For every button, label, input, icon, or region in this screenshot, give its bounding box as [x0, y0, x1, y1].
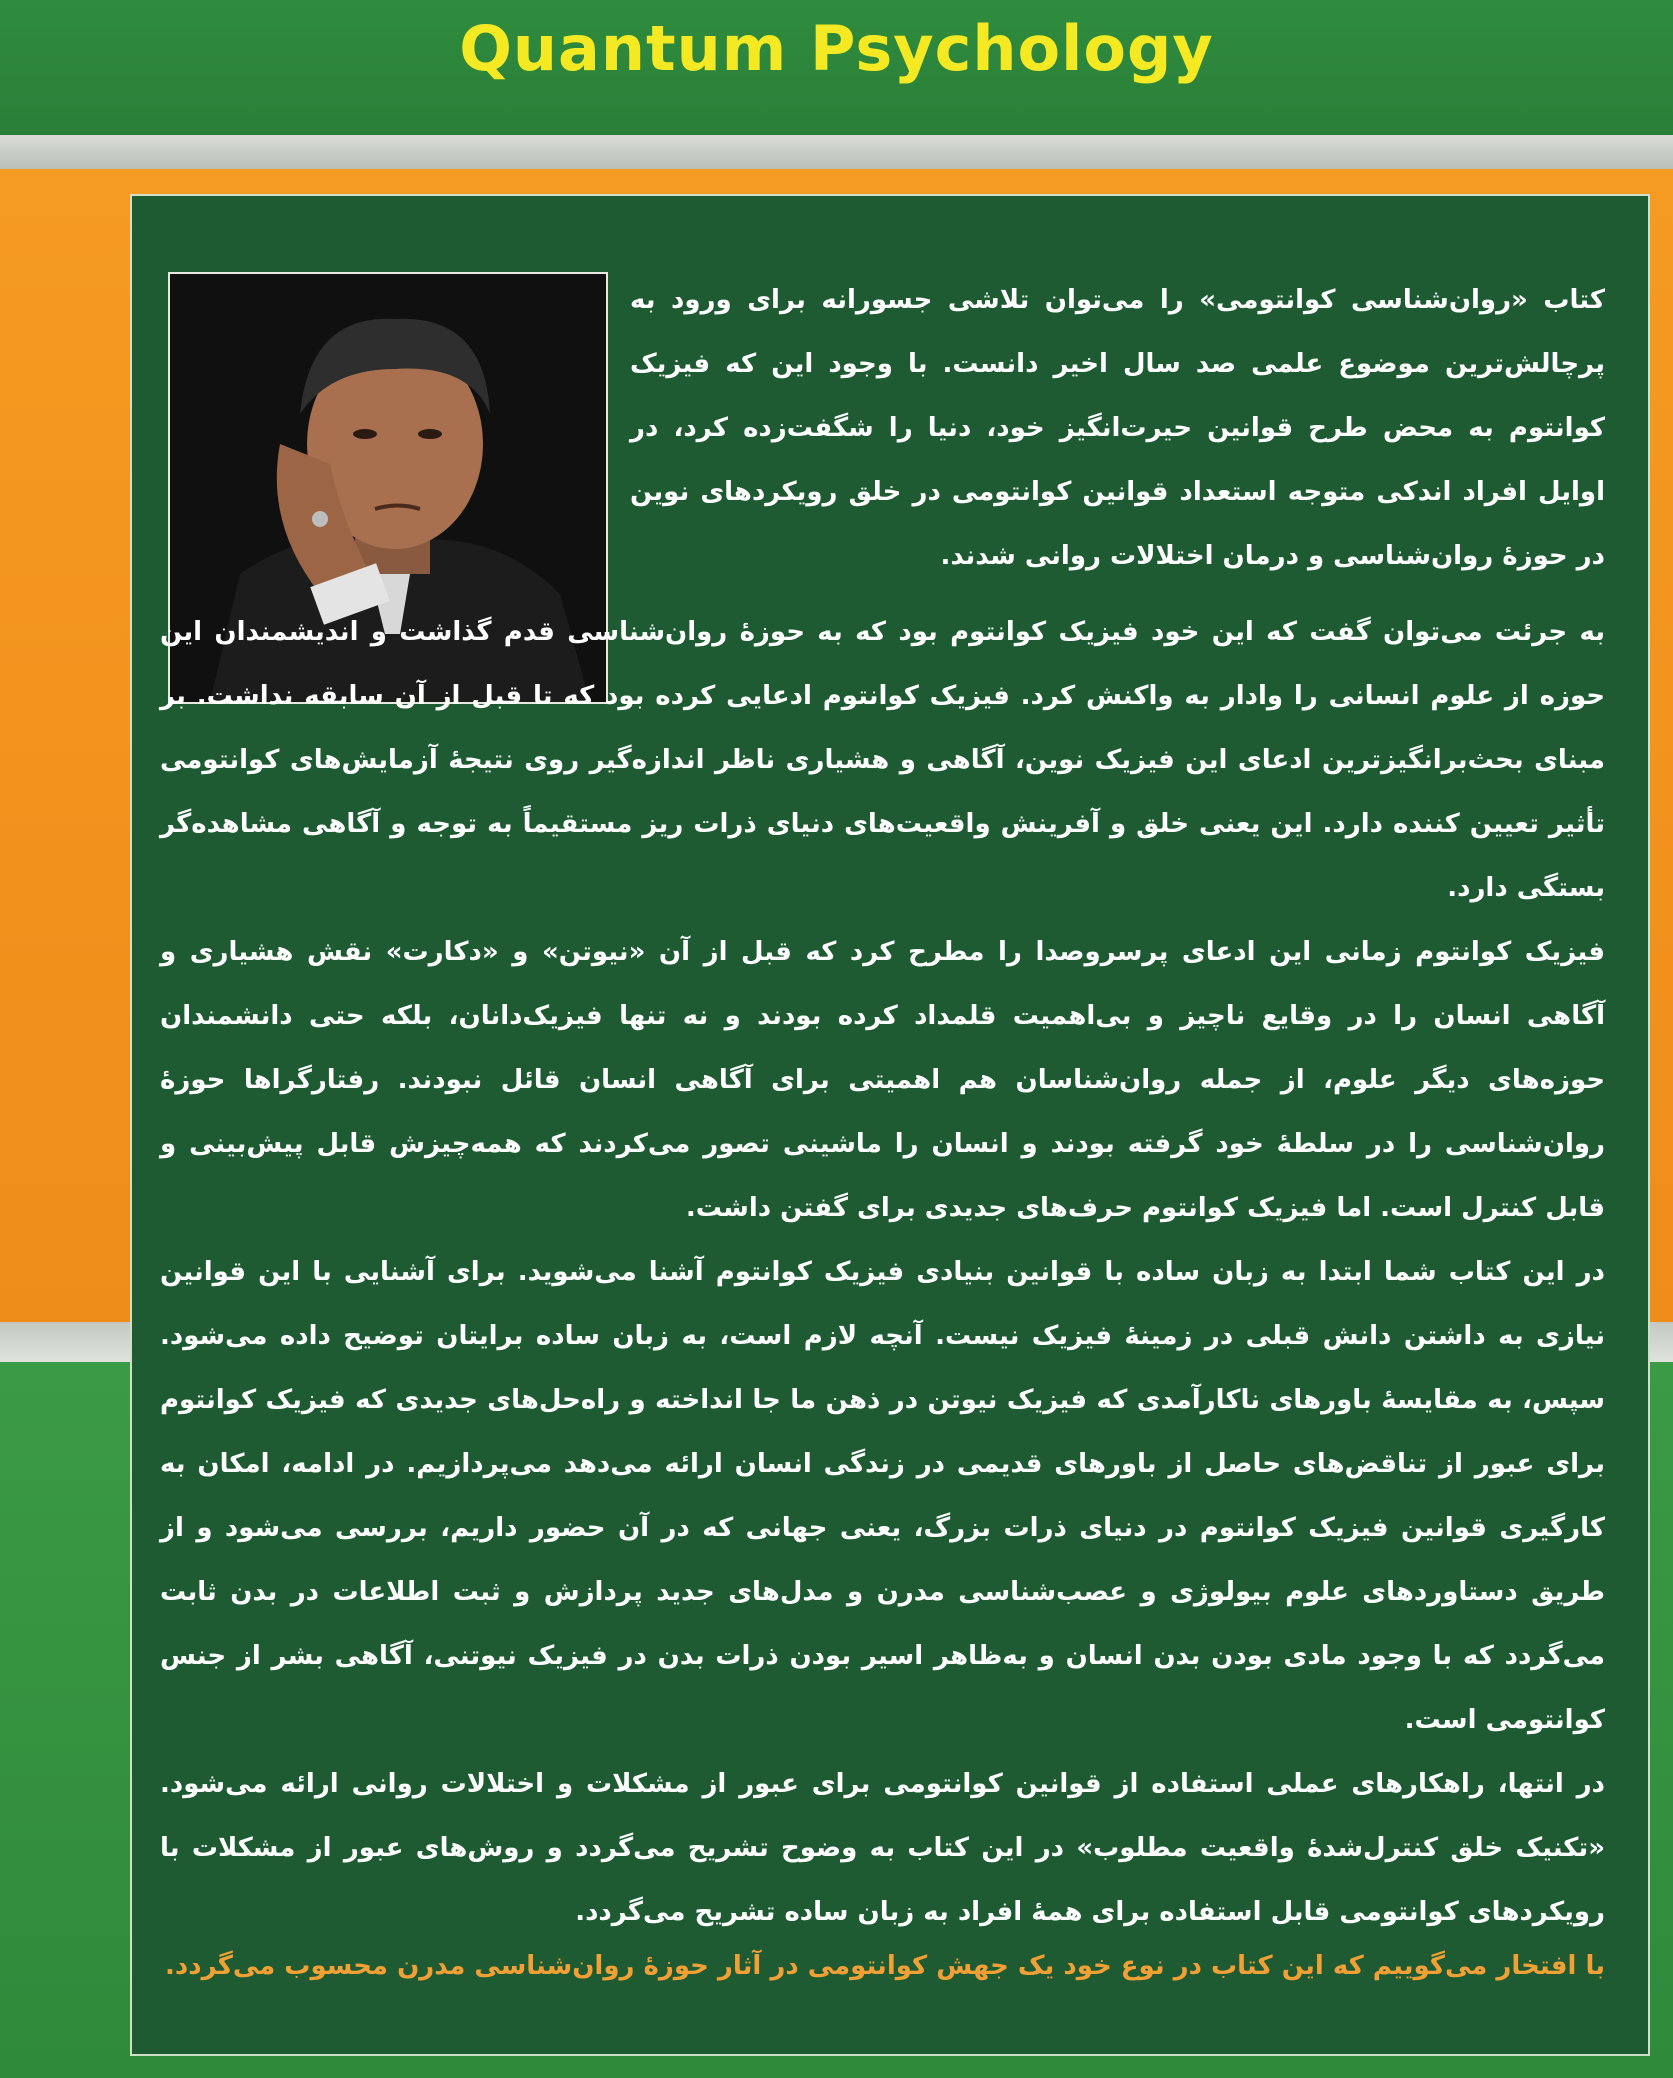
top-gray-stripe: [0, 135, 1673, 169]
paragraph-3: فیزیک کوانتوم زمانی این ادعای پرسروصدا را مطرح کرد که قبل از آن «نیوتن» و «دکارت» نقش هشیاری و آگاهی انسان را در وقایع ناچیز و بی‌اهمیت قلمداد کرده بودند و نه تنها فیزیک‌دانان، بلکه حتی دانشمندان حوزه‌های دیگر علوم، از جمله روان‌شناسان هم اهمیتی برای آگاهی انسان قائل نبودند. رفتارگراها حوزهٔ روان‌شناسی را در سلطهٔ خود گرفته بودند و انسان را ماشینی تصور می‌کردند که همه‌چیزش قابل پیش‌بینی و قابل کنترل است. اما فیزیک کوانتوم حرف‌های جدیدی برای گفتن داشت.: [160, 937, 1605, 1223]
paragraph-2: به جرئت می‌توان گفت که این خود فیزیک کوانتوم بود که به حوزهٔ روان‌شناسی قدم گذاشت و اندیشمندان این حوزه از علوم انسانی را وادار به واکنش کرد. فیزیک کوانتوم ادعایی کرده بود که تا قبل از آن سابقه نداشت. بر مبنای بحث‌برانگیزترین ادعای این فیزیک نوین، آگاهی و هشیاری ناظر اندازه‌گیر روی نتیجهٔ آزمایش‌های کوانتومی تأثیر تعیین کننده دارد. این یعنی خلق و آفرینش واقعیت‌های دنیای ذرات ریز مستقیماً به توجه و آگاهی مشاهده‌گر بستگی دارد.: [160, 617, 1605, 903]
intro-paragraph: [630, 268, 1605, 588]
paragraph-4: در این کتاب شما ابتدا به زبان ساده با قوانین بنیادی فیزیک کوانتوم آشنا می‌شوید. برای آشنایی با این قوانین نیازی به داشتن دانش قبلی در زمینهٔ فیزیک نیست. آنچه لازم است، به زبان ساده برایتان توضیح داده می‌شود. سپس، به مقایسهٔ باورهای ناکارآمدی که فیزیک نیوتن در ذهن ما جا انداخته و راه‌حل‌های جدیدی که فیزیک کوانتوم برای عبور از تناقض‌های حاصل از باورهای قدیمی در زندگی انسان ارائه می‌دهد می‌پردازیم. در ادامه، امکان به کارگیری قوانین فیزیک کوانتوم در دنیای ذرات بزرگ، یعنی جهانی که در آن حضور داریم، بررسی می‌شود و از طریق دستاوردهای علوم بیولوژی و عصب‌شناسی مدرن و مدل‌های جدید پردازش و ثبت اطلاعات در بدن ثابت می‌گردد که با وجود مادی بودن بدن انسان و به‌ظاهر اسیر بودن ذرات بدن در فیزیک نیوتنی، آگاهی بشر از جنس کوانتومی است.: [160, 1257, 1605, 1735]
book-title: Quantum Psychology: [459, 12, 1214, 85]
closing-statement: [160, 1938, 1605, 1994]
closing-text: با افتخار می‌گوییم که این کتاب در نوع خود یک جهش کوانتومی در آثار حوزهٔ روان‌شناسی مدرن محسوب می‌گردد.: [165, 1951, 1605, 1981]
main-paragraphs: [160, 600, 1605, 1944]
paragraph-5: در انتها، راهکارهای عملی استفاده از قوانین کوانتومی برای عبور از مشکلات و اختلالات روانی ارائه می‌شود. «تکنیک خلق کنترل‌شدهٔ واقعیت مطلوب» در این کتاب به وضوح تشریح می‌گردد و روش‌های عبور از مشکلات با رویکردهای کوانتومی قابل استفاده برای همهٔ افراد به زبان ساده تشریح می‌گردد.: [160, 1769, 1605, 1927]
paragraph-1: کتاب «روان‌شناسی کوانتومی» را می‌توان تلاشی جسورانه برای ورود به پرچالش‌ترین موضوع علمی صد سال اخیر دانست. با وجود این که فیزیک کوانتوم به محض طرح قوانین حیرت‌انگیز خود، دنیا را شگفت‌زده کرد، در اوایل افراد اندکی متوجه استعداد قوانین کوانتومی در خلق رویکردهای نوین در حوزهٔ روان‌شناسی و درمان اختلالات روانی شدند.: [630, 285, 1605, 571]
